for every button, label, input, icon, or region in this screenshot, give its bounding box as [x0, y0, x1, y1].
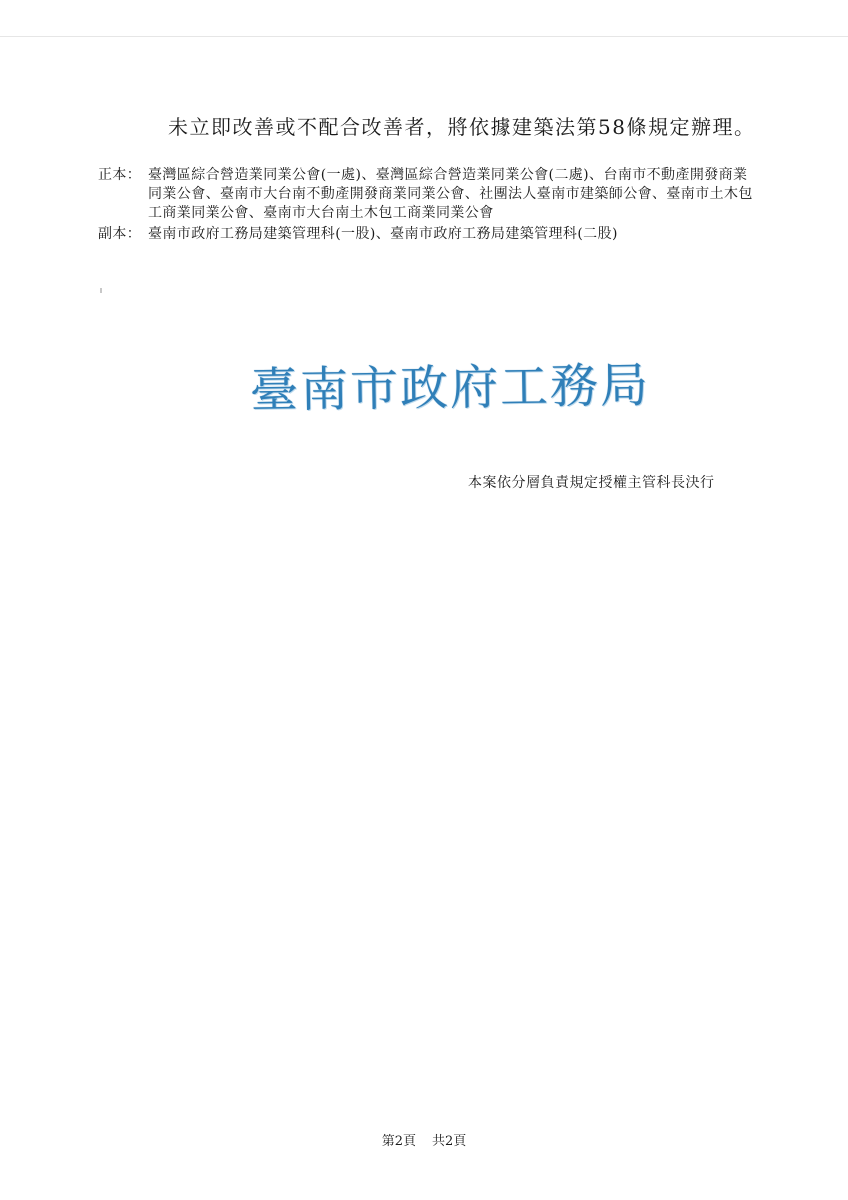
primary-recipients: 臺灣區綜合營造業同業公會(一處)、臺灣區綜合營造業同業公會(二處)、台南市不動產開發商業同業公會、臺南市大台南不動產開發商業同業公會、社團法人臺南市建築師公會、臺南市土木包工商業同業公會、臺南市大台南土木包工商業同業公會	[148, 167, 753, 221]
page-total: 共2頁	[432, 1134, 467, 1149]
page-footer	[0, 1130, 848, 1149]
copy-recipients-row	[98, 225, 758, 244]
scan-speck	[100, 288, 102, 293]
notice-paragraph: 未立即改善或不配合改善者，將依據建築法第58條規定辦理。	[168, 115, 756, 139]
scan-top-edge	[0, 36, 848, 37]
agency-seal-stamp: 臺南市政府工務局	[249, 357, 651, 419]
page-number: 第2頁	[381, 1134, 416, 1149]
primary-recipients-row	[98, 166, 758, 223]
copy-label: 副本：	[98, 226, 142, 242]
primary-label: 正本：	[98, 167, 142, 183]
authority-note: 本案依分層負責規定授權主管科長決行	[468, 475, 715, 491]
distribution-list	[98, 166, 758, 246]
copy-recipients: 臺南市政府工務局建築管理科(一股)、臺南市政府工務局建築管理科(二股)	[148, 226, 618, 242]
